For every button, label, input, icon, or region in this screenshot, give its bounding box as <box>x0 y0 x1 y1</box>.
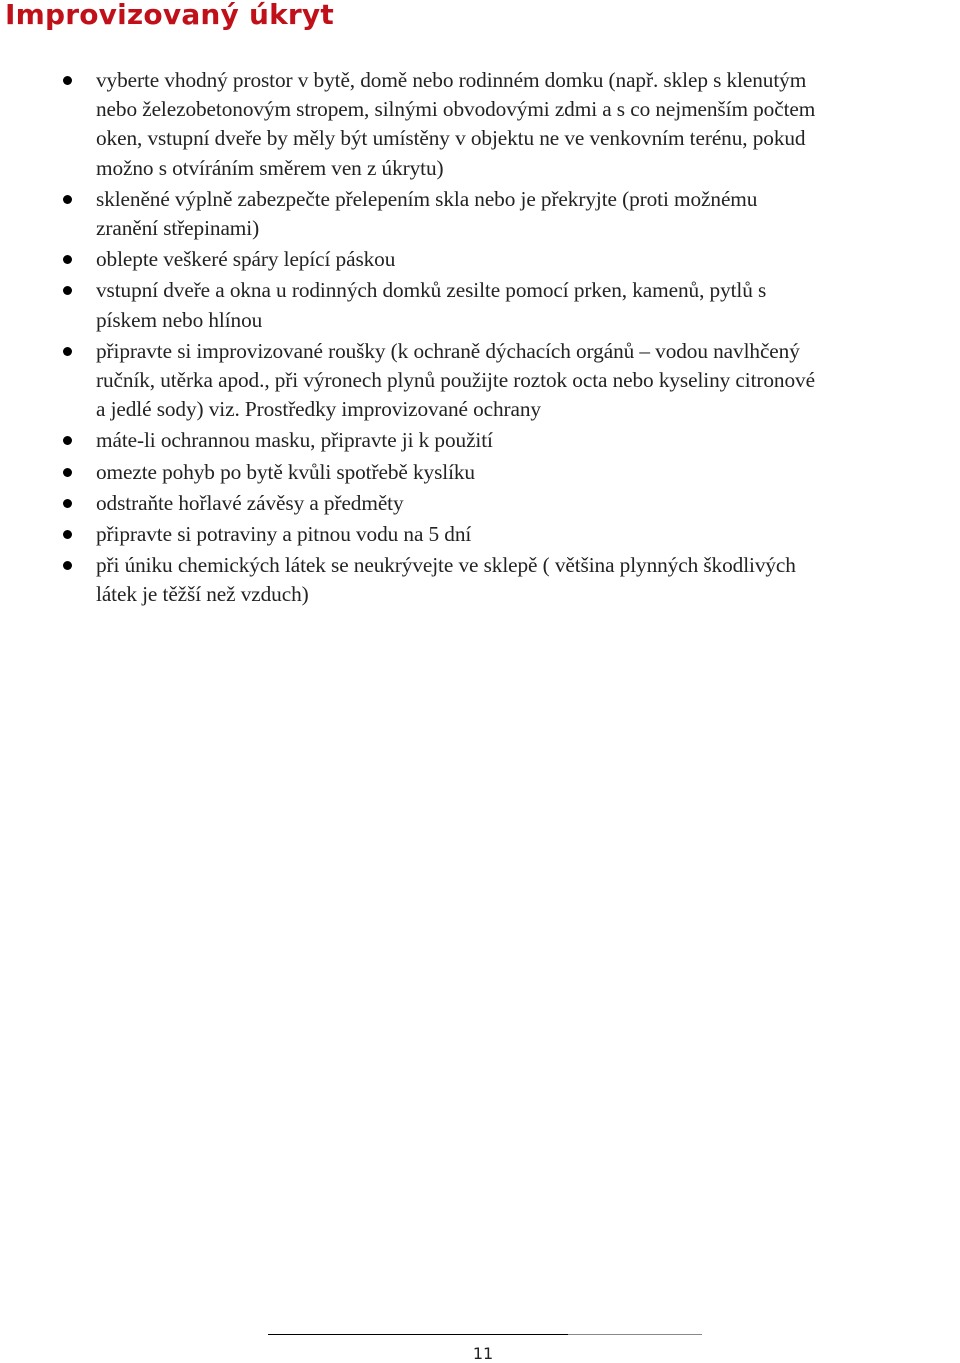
list-item-line: vyberte vhodný prostor v bytě, domě nebo rodinném domku (např. sklep s klenutým <box>96 68 807 92</box>
list-item-line: možno s otvíráním směrem ven z úkrytu) <box>96 155 444 180</box>
list-item-line: připravte si potraviny a pitnou vodu na 5 dní <box>96 522 472 547</box>
list-item-line: vstupní dveře a okna u rodinných domků zesilte pomocí prken, kamenů, pytlů s <box>96 278 767 303</box>
list-item-line: skleněné výplně zabezpečte přelepením skla nebo je překryjte (proti možnému <box>96 186 758 211</box>
bullet-icon <box>63 347 72 356</box>
bullet-icon <box>63 255 72 264</box>
page-number: 11 <box>472 1344 494 1363</box>
list-item-line: omezte pohyb po bytě kvůli spotřebě kyslíku <box>96 459 475 484</box>
list-item-line: připravte si improvizované roušky (k ochraně dýchacích orgánů – vodou navlhčený <box>96 338 800 363</box>
list-item-line: oken, vstupní dveře by měly být umístěny v objektu ne ve venkovním terénu, pokud <box>96 126 806 151</box>
list-item-line: nebo železobetonovým stropem, silnými obvodovými zdmi a s co nejmenším počtem <box>96 97 816 122</box>
list-item <box>0 245 960 274</box>
list-item <box>0 337 960 425</box>
page-title: Improvizovaný úkryt <box>5 0 334 31</box>
bullet-icon <box>63 530 72 539</box>
list-item-line: pískem nebo hlínou <box>96 307 263 332</box>
list-item-line: při úniku chemických látek se neukrývejte ve sklepě ( většina plynných škodlivých <box>96 553 796 578</box>
bullet-icon <box>63 195 72 204</box>
bullet-icon <box>63 286 72 295</box>
footer-divider <box>268 1334 568 1335</box>
list-item-line: ručník, utěrka apod., při výronech plynů použijte roztok octa nebo kyseliny citronové <box>96 368 815 393</box>
bullet-icon <box>63 76 72 85</box>
bullet-list <box>0 66 960 612</box>
list-item <box>0 489 960 518</box>
list-item <box>0 276 960 334</box>
list-item-line: oblepte veškeré spáry lepící páskou <box>96 247 396 272</box>
list-item <box>0 551 960 609</box>
list-item <box>0 66 960 183</box>
list-item <box>0 458 960 487</box>
footer-divider <box>568 1334 702 1335</box>
list-item <box>0 520 960 549</box>
bullet-icon <box>63 436 72 445</box>
list-item-line: a jedlé sody) viz. Prostředky improvizované ochrany <box>96 397 541 422</box>
list-item <box>0 426 960 455</box>
bullet-icon <box>63 499 72 508</box>
list-item-line: zranění střepinami) <box>96 216 260 241</box>
list-item-line: látek je těžší než vzduch) <box>96 582 309 607</box>
list-item-line: máte-li ochrannou masku, připravte ji k použití <box>96 428 493 453</box>
list-item <box>0 185 960 243</box>
bullet-icon <box>63 561 72 570</box>
list-item-line: odstraňte hořlavé závěsy a předměty <box>96 490 404 515</box>
bullet-icon <box>63 468 72 477</box>
